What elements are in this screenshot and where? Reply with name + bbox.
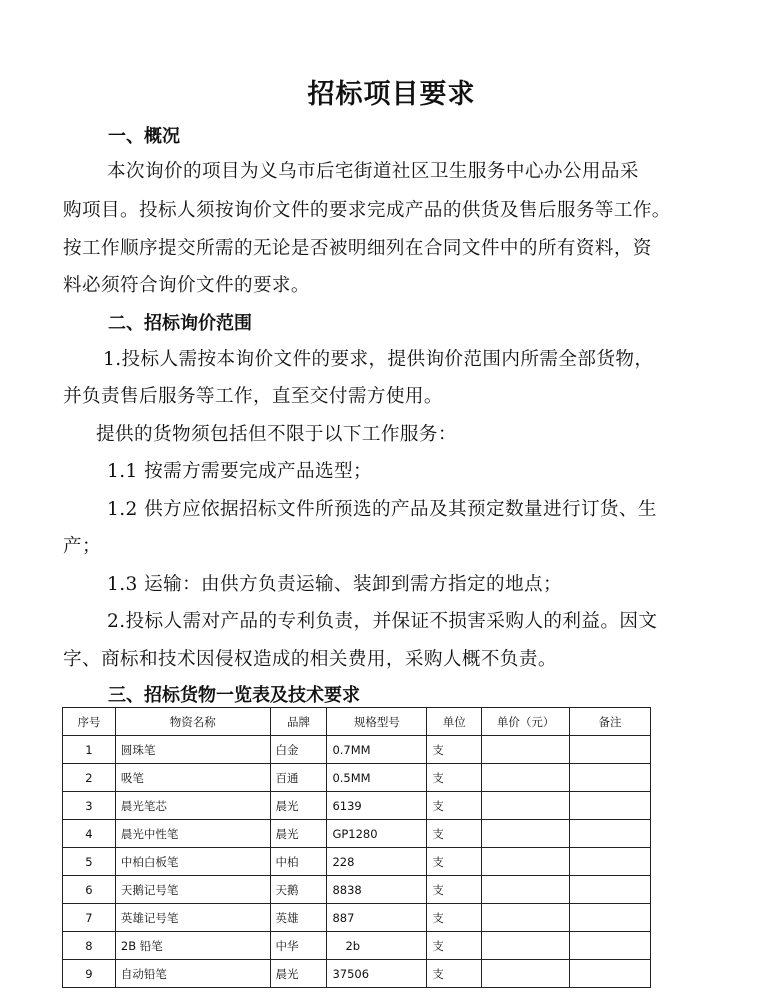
table-cell: 6139	[327, 792, 427, 820]
table-cell: 1	[63, 736, 116, 764]
table-cell	[570, 904, 651, 932]
table-cell: 887	[327, 904, 427, 932]
table-cell: 228	[327, 848, 427, 876]
paragraph-line: 料必须符合询价文件的要求。	[63, 275, 310, 296]
table-cell	[482, 764, 570, 792]
table-cell: 0.5MM	[327, 764, 427, 792]
paragraph-line: 1.3 运输：由供方负责运输、装卸到需方指定的地点；	[107, 574, 562, 595]
section-heading-overview: 一、概况	[108, 126, 180, 147]
table-cell: 支	[427, 960, 482, 988]
paragraph-line: 按工作顺序提交所需的无论是否被明细列在合同文件中的所有资料，资	[63, 238, 652, 259]
table-cell: 2b	[327, 932, 427, 960]
table-cell: 支	[427, 932, 482, 960]
table-cell	[570, 848, 651, 876]
table-cell: 0.7MM	[327, 736, 427, 764]
table-row	[63, 876, 651, 904]
column-header: 品牌	[270, 708, 327, 736]
paragraph-line: 1.1 按需方需要完成产品选型；	[107, 461, 373, 482]
table-cell: 晨光中性笔	[115, 820, 270, 848]
goods-table	[62, 707, 651, 988]
table-cell: 晨光	[270, 820, 327, 848]
column-header: 单位	[427, 708, 482, 736]
table-cell: 百通	[270, 764, 327, 792]
table-cell: 9	[63, 960, 116, 988]
table-row	[63, 932, 651, 960]
table-cell	[482, 736, 570, 764]
table-cell: 支	[427, 764, 482, 792]
table-cell: 白金	[270, 736, 327, 764]
table-cell: 5	[63, 848, 116, 876]
table-cell	[482, 820, 570, 848]
table-cell: 支	[427, 792, 482, 820]
paragraph-line: 提供的货物须包括但不限于以下工作服务：	[96, 424, 457, 445]
table-cell: 天鹅记号笔	[115, 876, 270, 904]
table-cell	[570, 792, 651, 820]
table-row	[63, 736, 651, 764]
table-cell: 支	[427, 848, 482, 876]
table-cell: 37506	[327, 960, 427, 988]
paragraph-line: 2.投标人需对产品的专利负责，并保证不损害采购人的利益。因文	[107, 611, 658, 632]
table-cell: 晨光	[270, 960, 327, 988]
column-header: 序号	[63, 708, 116, 736]
table-cell: 吸笔	[115, 764, 270, 792]
table-row	[63, 792, 651, 820]
table-cell: 2B 铅笔	[115, 932, 270, 960]
paragraph-line: 1.投标人需按本询价文件的要求，提供询价范围内所需全部货物，	[103, 349, 654, 370]
paragraph-line: 本次询价的项目为义乌市后宅街道社区卫生服务中心办公用品采	[107, 161, 639, 182]
column-header: 规格型号	[327, 708, 427, 736]
table-cell	[482, 792, 570, 820]
table-cell	[570, 736, 651, 764]
paragraph-line: 1.2 供方应依据招标文件所预选的产品及其预定数量进行订货、生	[107, 499, 657, 520]
table-cell: 7	[63, 904, 116, 932]
table-cell: 8	[63, 932, 116, 960]
table-cell	[570, 960, 651, 988]
table-cell: 2	[63, 764, 116, 792]
table-cell: 英雄记号笔	[115, 904, 270, 932]
table-cell: 支	[427, 820, 482, 848]
table-row	[63, 960, 651, 988]
page-title: 招标项目要求	[307, 79, 476, 110]
table-cell: 自动铅笔	[115, 960, 270, 988]
table-cell	[482, 876, 570, 904]
column-header: 单价（元）	[482, 708, 570, 736]
table-cell: 6	[63, 876, 116, 904]
table-cell	[570, 876, 651, 904]
table-row	[63, 764, 651, 792]
table-cell: 3	[63, 792, 116, 820]
table-cell: 支	[427, 736, 482, 764]
table-cell: 中柏白板笔	[115, 848, 270, 876]
table-cell: 中华	[270, 932, 327, 960]
table-cell: 晨光笔芯	[115, 792, 270, 820]
table-cell: 圆珠笔	[115, 736, 270, 764]
table-row	[63, 848, 651, 876]
table-cell	[482, 932, 570, 960]
table-cell	[482, 848, 570, 876]
paragraph-line: 产；	[63, 536, 101, 557]
table-cell	[570, 820, 651, 848]
table-row	[63, 904, 651, 932]
paragraph-line: 购项目。投标人须按询价文件的要求完成产品的供货及售后服务等工作。	[63, 200, 671, 221]
section-heading-goods-list: 三、招标货物一览表及技术要求	[108, 685, 360, 706]
table-cell: 8838	[327, 876, 427, 904]
table-cell: 支	[427, 876, 482, 904]
table-cell	[482, 904, 570, 932]
section-heading-scope: 二、招标询价范围	[108, 313, 252, 334]
table-cell: 晨光	[270, 792, 327, 820]
column-header: 物资名称	[115, 708, 270, 736]
table-cell: 4	[63, 820, 116, 848]
table-cell: 英雄	[270, 904, 327, 932]
table-cell: GP1280	[327, 820, 427, 848]
table-cell	[482, 960, 570, 988]
table-cell	[570, 932, 651, 960]
paragraph-line: 字、商标和技术因侵权造成的相关费用，采购人概不负责。	[63, 649, 557, 670]
table-cell: 中柏	[270, 848, 327, 876]
table-cell: 支	[427, 904, 482, 932]
table-header-row	[63, 708, 651, 736]
column-header: 备注	[570, 708, 651, 736]
table-cell: 天鹅	[270, 876, 327, 904]
table-cell	[570, 764, 651, 792]
paragraph-line: 并负责售后服务等工作，直至交付需方使用。	[63, 386, 443, 407]
table-row	[63, 820, 651, 848]
